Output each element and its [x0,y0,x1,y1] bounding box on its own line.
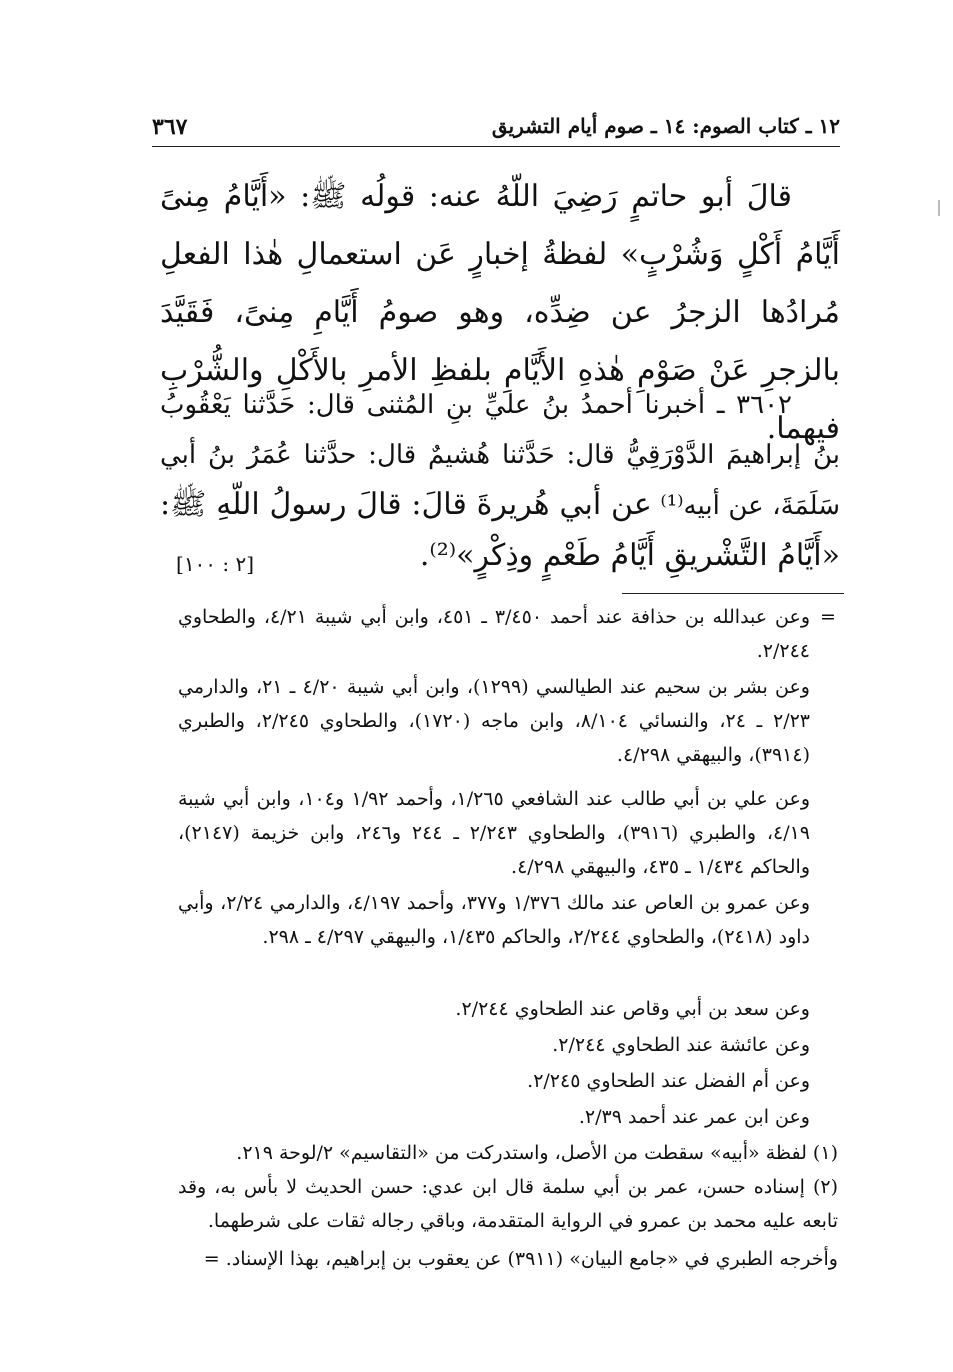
footnote-continuation-line: وعن عبدالله بن حذافة عند أحمد ٣/٤٥٠ ـ ٤٥١، وابن أبي شيبة ٤/٢١، والطحاوي ٢/٢٤٤. [178,606,810,662]
hadith-block [160,380,840,582]
footnote-continuation-line: وعن سعد بن أبي وقاص عند الطحاوي ٢/٢٤٤. [455,998,810,1020]
hadith-matn: عن أبي هُريرةَ قالَ: قالَ رسولُ اللّهِ ﷺ: «أَيَّامُ التَّشْريقِ أَيَّامُ طَعْمٍ وذِكْرٍ»⁽²⁾. [160,487,840,573]
running-header [152,110,840,147]
footnote-continuation-line: وعن أم الفضل عند الطحاوي ٢/٢٤٥. [527,1070,810,1092]
footnote-1: (١) لفظة «أبيه» سقطت من الأصل، واستدركت من «التقاسيم» ٢/لوحة ٢١٩. [236,1142,838,1164]
hadith-citation: [٢ : ١٠٠] [176,552,255,576]
scan-mark [938,200,940,216]
page-number: ٣٦٧ [152,114,188,140]
footnote-separator [622,593,844,594]
footnote-continuation-line: وعن بشر بن سحيم عند الطيالسي (١٢٩٩)، وابن أبي شيبة ٤/٢٠ ـ ٢١، والدارمي ٢/٢٣ ـ ٢٤، والنسائي ٨/١٠٤، وابن ماجه (١٧٢٠)، والطحاوي ٢/٢٤٥، والطبري (٣٩١٤)، والبيهقي ٤/٢٩٨. [178,676,811,766]
footnote-continuation-line: وعن ابن عمر عند أحمد ٢/٣٩. [578,1106,810,1128]
footnote-2: (٢) إسناده حسن، عمر بن أبي سلمة قال ابن عدي: حسن الحديث لا بأس به، وقد تابعه عليه محمد بن عمرو في الرواية المتقدمة، وباقي رجاله ثقات على شرطهما. [178,1176,838,1232]
header-title: ١٢ ـ كتاب الصوم: ١٤ ـ صوم أيام التشريق [491,114,840,138]
commentary-paragraph: قالَ أبو حاتمٍ رَضِيَ اللّهُ عنه: قولُه ﷺ: «أَيَّامُ مِنىً أَيَّامُ أَكْلٍ وَشُرْبٍ» لفظةُ إخبارٍ عَن استعمالِ هٰذا الفعلِ مُرادُها الزجرُ عن ضِدِّه، وهو صومُ أَيَّامِ مِنىً، فَقَيَّدَ بالزجرِ عَنْ صَوْمِ هٰذهِ الأَيَّامِ بلفظِ الأمرِ بالأَكْلِ والشُّرْبِ فيهما. [160,179,840,446]
hadith-isnad: ٣٦٠٢ ـ أخبرنا أحمدُ بنُ عليِّ بنِ المُثنى قال: حَدَّثنا يَعْقُوبُ بنُ إبراهيمَ الدَّوْرَقِيُّ قال: حَدَّثنا هُشيمٌ قال: حدَّثنا عُمَرُ بنُ أبي سَلَمَةَ، عن أبيه⁽¹⁾ [160,390,840,521]
continuation-marker: = [820,606,836,628]
footnote-2-continuation: وأخرجه الطبري في «جامع البيان» (٣٩١١) عن يعقوب بن إبراهيم، بهذا الإسناد. = [203,1248,838,1270]
footnote-continuation-line: وعن عائشة عند الطحاوي ٢/٢٤٤. [552,1034,810,1056]
footnote-continuation-line: وعن عمرو بن العاص عند مالك ١/٣٧٦ و٣٧٧، وأحمد ٤/١٩٧، والدارمي ٢/٢٤، وأبي داود (٢٤١٨)، والطحاوي ٢/٢٤٤، والحاكم ١/٤٣٥، والبيهقي ٤/٢٩٧ ـ ٢٩٨. [178,892,810,948]
footnote-continuation-line: وعن علي بن أبي طالب عند الشافعي ١/٢٦٥، وأحمد ١/٩٢ و١٠٤، وابن أبي شيبة ٤/١٩، والطبري (٣٩١٦)، والطحاوي ٢/٢٤٣ ـ ٢٤٤ و٢٤٦، وابن خزيمة (٢١٤٧)، والحاكم ١/٤٣٤ ـ ٤٣٥، والبيهقي ٤/٢٩٨. [178,788,811,878]
